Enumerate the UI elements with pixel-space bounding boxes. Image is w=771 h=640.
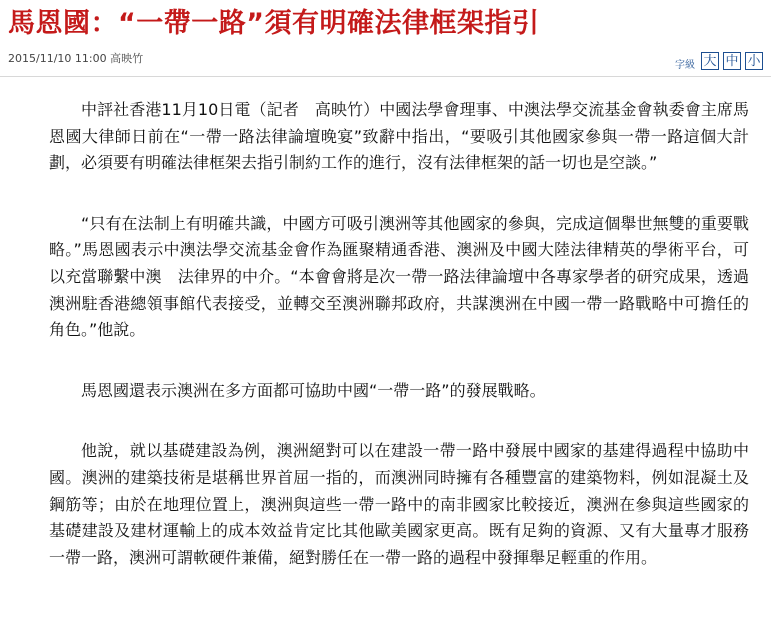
article-title: 馬恩國：“一帶一路”須有明確法律框架指引 <box>8 8 540 39</box>
article-paragraph: 他說，就以基礎建設為例，澳洲絕對可以在建設一帶一路中發展中國家的基建得過程中協助中國。澳洲的建築技術是堪稱世界首屈一指的，而澳洲同時擁有各種豐富的建築物料，例如混凝土及鋼筋等；由於在地理位置上，澳洲與這些一帶一路中的南非國家比較接近，澳洲在參與這些國家的基礎建設及建材運輸上的成本效益肯定比其他歐美國家更高。既有足夠的資源、又有大量專才服務一帶一路，澳洲可謂軟硬件兼備，絕對勝任在一帶一路的過程中發揮舉足輕重的作用。 <box>49 441 749 567</box>
font-size-controls <box>675 50 763 71</box>
font-size-label: 字級 <box>675 60 695 71</box>
header-divider <box>0 76 771 77</box>
article-meta: 2015/11/10 11:00 高映竹 <box>8 52 144 65</box>
article-paragraph: 中評社香港11月10日電（記者 高映竹）中國法學會理事、中澳法學交流基金會執委會主席馬恩國大律師日前在“一帶一路法律論壇晚宴”致辭中指出，“要吸引其他國家參與一帶一路這個大計劃，必須要有明確法律框架去指引制約工作的進行，沒有法律框架的話一切也是空談。” <box>49 100 749 173</box>
article-paragraph: 馬恩國還表示澳洲在多方面都可協助中國“一帶一路”的發展戰略。 <box>81 380 546 400</box>
font-size-small-button[interactable]: 小 <box>745 52 763 70</box>
font-size-large-button[interactable]: 大 <box>701 52 719 70</box>
font-size-medium-button[interactable]: 中 <box>723 52 741 70</box>
article-body <box>49 97 749 605</box>
article-paragraph: “只有在法制上有明確共識，中國方可吸引澳洲等其他國家的參與，完成這個舉世無雙的重要戰略。”馬恩國表示中澳法學交流基金會作為匯聚精通香港、澳洲及中國大陸法律精英的學術平台，可以充當聯繫中澳 法律界的中介。“本會會將是次一帶一路法律論壇中各專家學者的研究成果，透過澳洲駐香港總領事館代表接受，並轉交至澳洲聯邦政府，共謀澳洲在中國一帶一路戰略中可擔任的角色。”他說。 <box>49 213 749 340</box>
